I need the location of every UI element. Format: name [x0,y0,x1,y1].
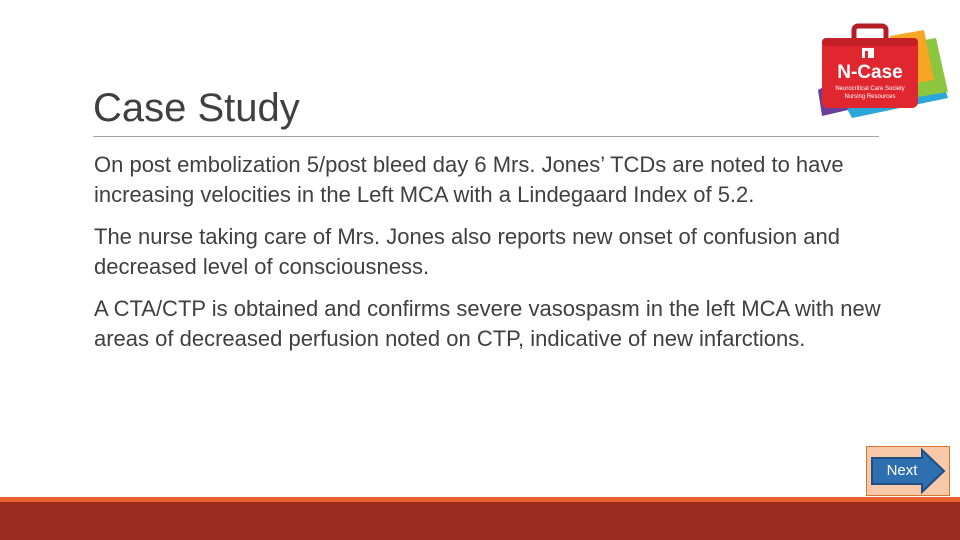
slide-body [94,150,884,366]
paragraph-tcd-findings: On post embolization 5/post bleed day 6 Mrs. Jones’ TCDs are noted to have increasing velocities in the Left MCA with a Lindegaard Index of 5.2. [94,152,844,207]
logo-tagline-line1: Neurocritical Care Society [835,86,905,92]
paragraph-cta-results: A CTA/CTP is obtained and confirms severe vasospasm in the left MCA with new areas of decreased perfusion noted on CTP, indicative of new infarctions. [94,296,881,351]
footer-bar [0,502,960,540]
next-button[interactable] [866,446,950,496]
logo-name: N-Case [837,62,903,83]
next-button-label: Next [886,462,918,479]
paragraph-nurse-report: The nurse taking care of Mrs. Jones also reports new onset of confusion and decreased level of consciousness. [94,224,840,279]
n-case-logo [808,18,950,118]
title-divider [93,136,879,137]
slide-title: Case Study [93,86,300,130]
logo-tagline-line2: Nursing Resources [844,94,896,100]
